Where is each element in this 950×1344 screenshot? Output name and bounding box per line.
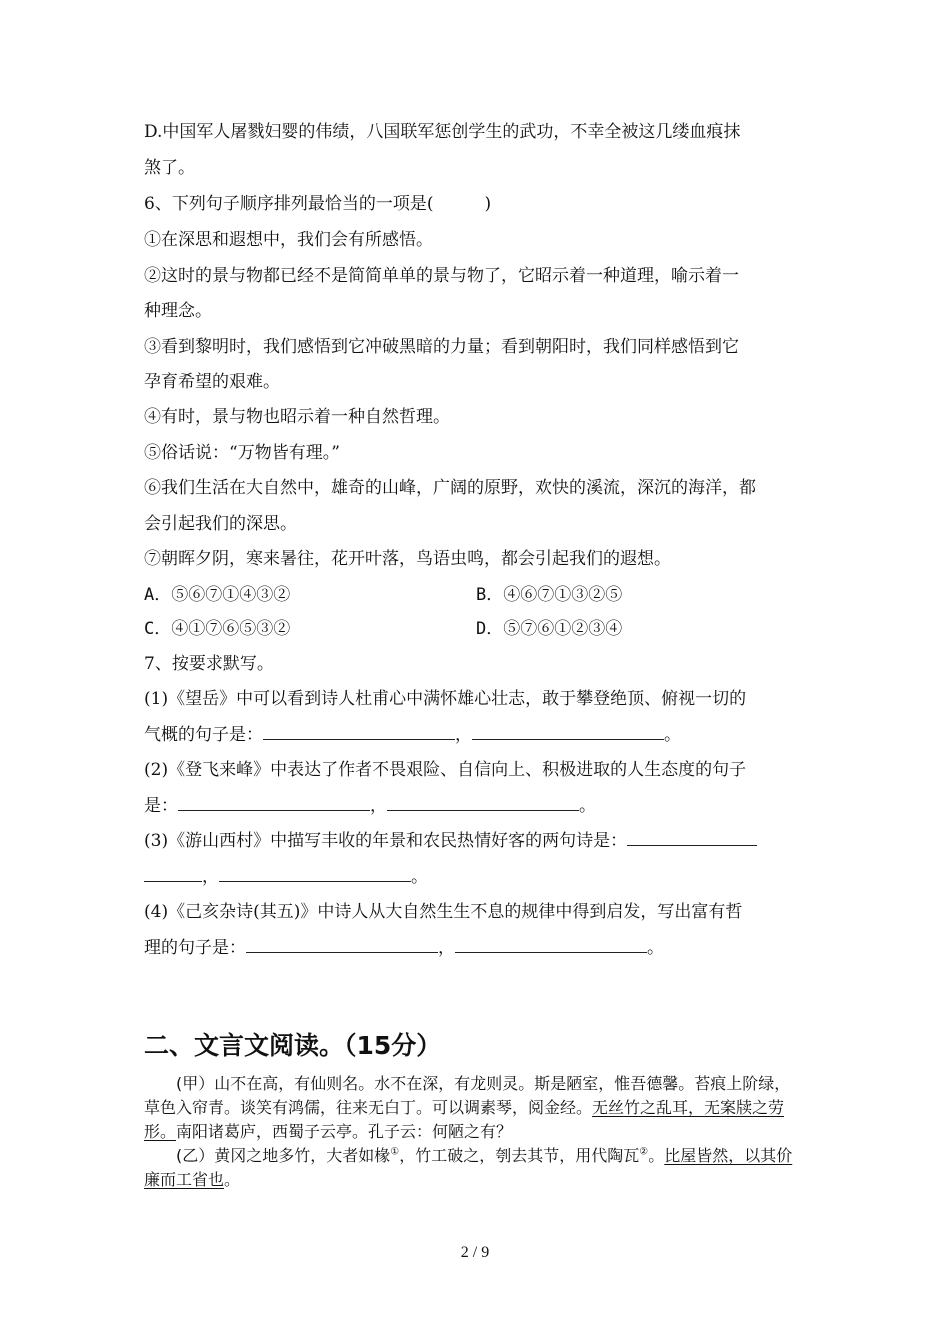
q6-sentence-6-line2: 会引起我们的深思。 — [144, 514, 297, 534]
passage-yi-text: 。 — [224, 1170, 241, 1189]
comma: ， — [370, 796, 387, 816]
q6-prompt: 6、下列句子顺序排列最恰当的一项是( ) — [144, 194, 492, 214]
q7-part1-line2 — [144, 725, 681, 745]
q7-part4-line2 — [144, 938, 664, 958]
q7-part3-line2 — [144, 867, 428, 887]
footnote-marker: ① — [390, 1146, 400, 1158]
q5-option-d-line2: 煞了。 — [144, 158, 195, 178]
q7-part2-lead: 是： — [144, 796, 178, 816]
answer-blank[interactable] — [144, 867, 202, 882]
q6-sentence-7: ⑦朝晖夕阴，寒来暑往，花开叶落，鸟语虫鸣，都会引起我们的遐想。 — [144, 549, 671, 569]
period: 。 — [664, 725, 681, 745]
period: 。 — [647, 938, 664, 958]
underlined-sentence: 无丝竹之乱耳，无案牍之劳形。 — [144, 1098, 785, 1141]
q6-sentence-6-line1: ⑥我们生活在大自然中，雄奇的山峰，广阔的原野，欢快的溪流，深沉的海洋，都 — [144, 478, 756, 498]
q6-sentence-1: ①在深思和遐想中，我们会有所感悟。 — [144, 230, 433, 250]
q6-option-a: A．⑤⑥⑦①④③② — [144, 585, 291, 605]
passage-jia-text: 南阳诸葛庐，西蜀子云亭。孔子云：何陋之有？ — [176, 1122, 513, 1141]
q7-part4-lead: 理的句子是： — [144, 938, 246, 958]
comma: ， — [202, 867, 219, 887]
q6-sentence-3-line1: ③看到黎明时，我们感悟到它冲破黑暗的力量；看到朝阳时，我们同样感悟到它 — [144, 337, 739, 357]
period: 。 — [411, 867, 428, 887]
footnote-marker: ② — [639, 1146, 649, 1158]
q6-sentence-5: ⑤俗话说：“万物皆有理。” — [144, 443, 340, 463]
q7-part4-line1: (4)《己亥杂诗(其五)》中诗人从大自然生生不息的规律中得到启发，写出富有哲 — [144, 902, 743, 922]
classical-passages — [144, 1072, 804, 1192]
passage-yi — [144, 1144, 804, 1192]
answer-blank[interactable] — [219, 867, 411, 882]
q7-part2-line2 — [144, 796, 596, 816]
passage-jia-text: (甲）山不在高，有仙则名。水不在深，有龙则灵。斯是陋室，惟吾德馨。苔痕上阶绿，草色入帘青。谈笑有鸿儒，往来无白丁。可以调素琴，阅金经。 — [144, 1074, 791, 1117]
q6-sentence-3-line2: 孕育希望的艰难。 — [144, 372, 280, 392]
q6-option-c: C．④①⑦⑥⑤③② — [144, 619, 291, 639]
answer-blank[interactable] — [627, 831, 757, 846]
q7-part2-line1: (2)《登飞来峰》中表达了作者不畏艰险、自信向上、积极进取的人生态度的句子 — [144, 760, 747, 780]
answer-blank[interactable] — [246, 938, 438, 953]
period: 。 — [579, 796, 596, 816]
answer-blank[interactable] — [263, 725, 455, 740]
passage-jia — [144, 1072, 804, 1144]
answer-blank[interactable] — [472, 725, 664, 740]
q5-option-d-line1: D.中国军人屠戮妇婴的伟绩，八国联军惩创学生的武功，不幸全被这几缕血痕抹 — [144, 122, 741, 142]
passage-yi-text: 。 — [648, 1146, 665, 1165]
q6-option-d: D．⑤⑦⑥①②③④ — [476, 619, 623, 639]
q7-prompt: 7、按要求默写。 — [144, 654, 274, 674]
q7-part1-line1: (1)《望岳》中可以看到诗人杜甫心中满怀雄心壮志，敢于攀登绝顶、俯视一切的 — [144, 689, 747, 709]
q6-sentence-2-line2: 种理念。 — [144, 301, 212, 321]
q7-part3-lead: (3)《游山西村》中描写丰收的年景和农民热情好客的两句诗是： — [144, 831, 628, 851]
q6-sentence-4: ④有时，景与物也昭示着一种自然哲理。 — [144, 407, 450, 427]
answer-blank[interactable] — [178, 796, 370, 811]
comma: ， — [438, 938, 455, 958]
underlined-sentence: 比屋皆然，以其价廉而工省也 — [144, 1146, 793, 1189]
passage-yi-text: ，竹工破之，刳去其节，用代陶瓦 — [399, 1146, 640, 1165]
section-heading: 二、文言文阅读。（15分） — [144, 1031, 442, 1060]
page-number: 2 / 9 — [460, 1244, 490, 1261]
passage-yi-text: (乙）黄冈之地多竹，大者如椽 — [176, 1146, 391, 1165]
q6-option-b: B．④⑥⑦①③②⑤ — [476, 585, 623, 605]
answer-blank[interactable] — [455, 938, 647, 953]
comma: ， — [455, 725, 472, 745]
q6-sentence-2-line1: ②这时的景与物都已经不是简简单单的景与物了，它昭示着一种道理，喻示着一 — [144, 266, 739, 286]
q7-part3-line1 — [144, 831, 757, 851]
answer-blank[interactable] — [387, 796, 579, 811]
q7-part1-lead: 气概的句子是： — [144, 725, 263, 745]
